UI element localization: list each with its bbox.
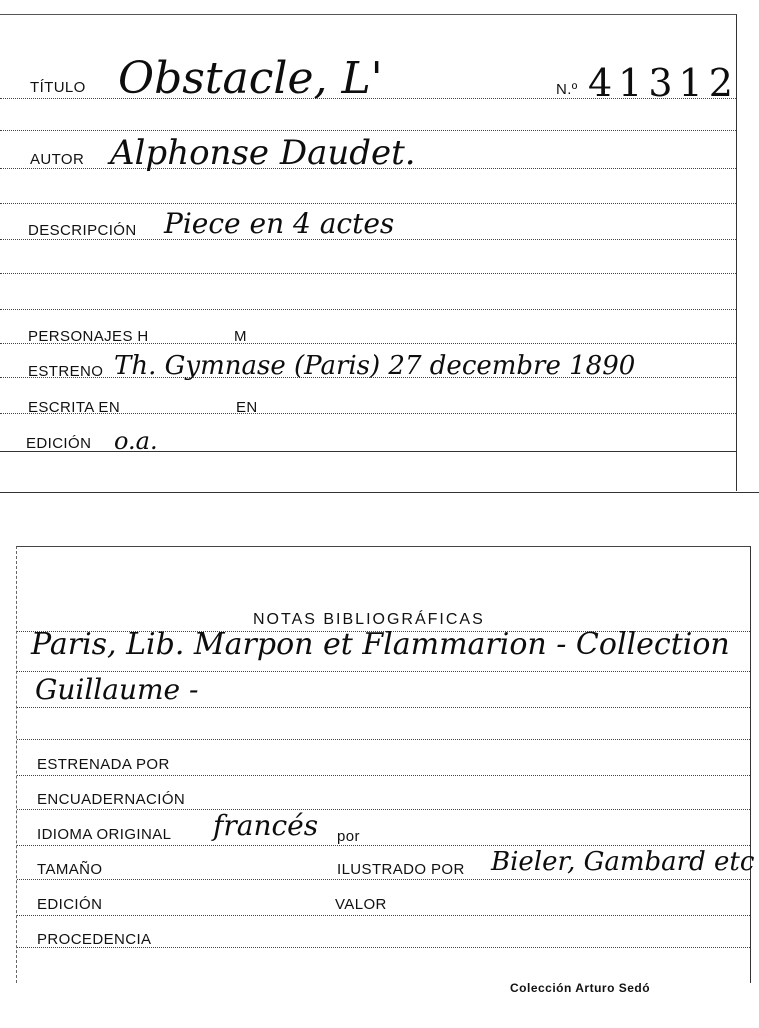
personajes-label: PERSONAJES H (28, 328, 149, 345)
catalog-card-front (0, 14, 737, 491)
idioma-value: francés (213, 809, 319, 842)
autor-label: AUTOR (30, 151, 85, 168)
estreno-label: ESTRENO (28, 363, 104, 380)
edicion-back-label: EDICIÓN (37, 896, 103, 913)
personajes-m-label: M (234, 328, 247, 345)
ruled-line (17, 879, 750, 880)
ruled-line (17, 915, 750, 916)
edicion-label: EDICIÓN (26, 435, 92, 452)
ilustrado-value: Bieler, Gambard etc (491, 847, 755, 877)
ruled-line (0, 273, 736, 274)
idioma-label: IDIOMA ORIGINAL (37, 826, 172, 843)
encuadernacion-label: ENCUADERNACIÓN (37, 791, 186, 808)
descripcion-label: DESCRIPCIÓN (28, 222, 137, 239)
titulo-label: TÍTULO (30, 79, 86, 96)
ruled-line (17, 845, 750, 846)
titulo-value: Obstacle, L' (118, 53, 383, 104)
procedencia-label: PROCEDENCIA (37, 931, 152, 948)
notas-heading: NOTAS BIBLIOGRÁFICAS (253, 611, 485, 628)
catalog-card-back (16, 546, 755, 983)
numero-label: N.º (556, 81, 578, 98)
ruled-line (17, 739, 750, 740)
estrenada-label: ESTRENADA POR (37, 756, 170, 773)
ilustrado-label: ILUSTRADO POR (337, 861, 465, 878)
escrita-en-label: EN (236, 399, 258, 416)
notas-line-1: Paris, Lib. Marpon et Flammarion - Collection (31, 627, 730, 662)
ruled-line (0, 130, 736, 131)
ruled-line (17, 809, 750, 810)
edicion-value: o.a. (114, 427, 158, 455)
descripcion-value: Piece en 4 actes (164, 207, 395, 240)
autor-value: Alphonse Daudet. (110, 133, 416, 173)
ruled-line (0, 203, 736, 204)
idioma-por-label: por (337, 828, 360, 845)
numero-value: 41312 (588, 61, 739, 105)
estreno-value: Th. Gymnase (Paris) 27 decembre 1890 (114, 351, 636, 381)
ruled-line (0, 451, 736, 452)
ruled-line (17, 671, 750, 672)
valor-label: VALOR (335, 896, 387, 913)
card-separator (0, 492, 759, 493)
escrita-label: ESCRITA EN (28, 399, 121, 416)
ruled-line (17, 775, 750, 776)
notas-line-2: Guillaume - (35, 673, 199, 706)
tamano-label: TAMAÑO (37, 861, 103, 878)
collection-credit: Colección Arturo Sedó (510, 981, 651, 995)
ruled-line (0, 309, 736, 310)
ruled-line (17, 707, 750, 708)
